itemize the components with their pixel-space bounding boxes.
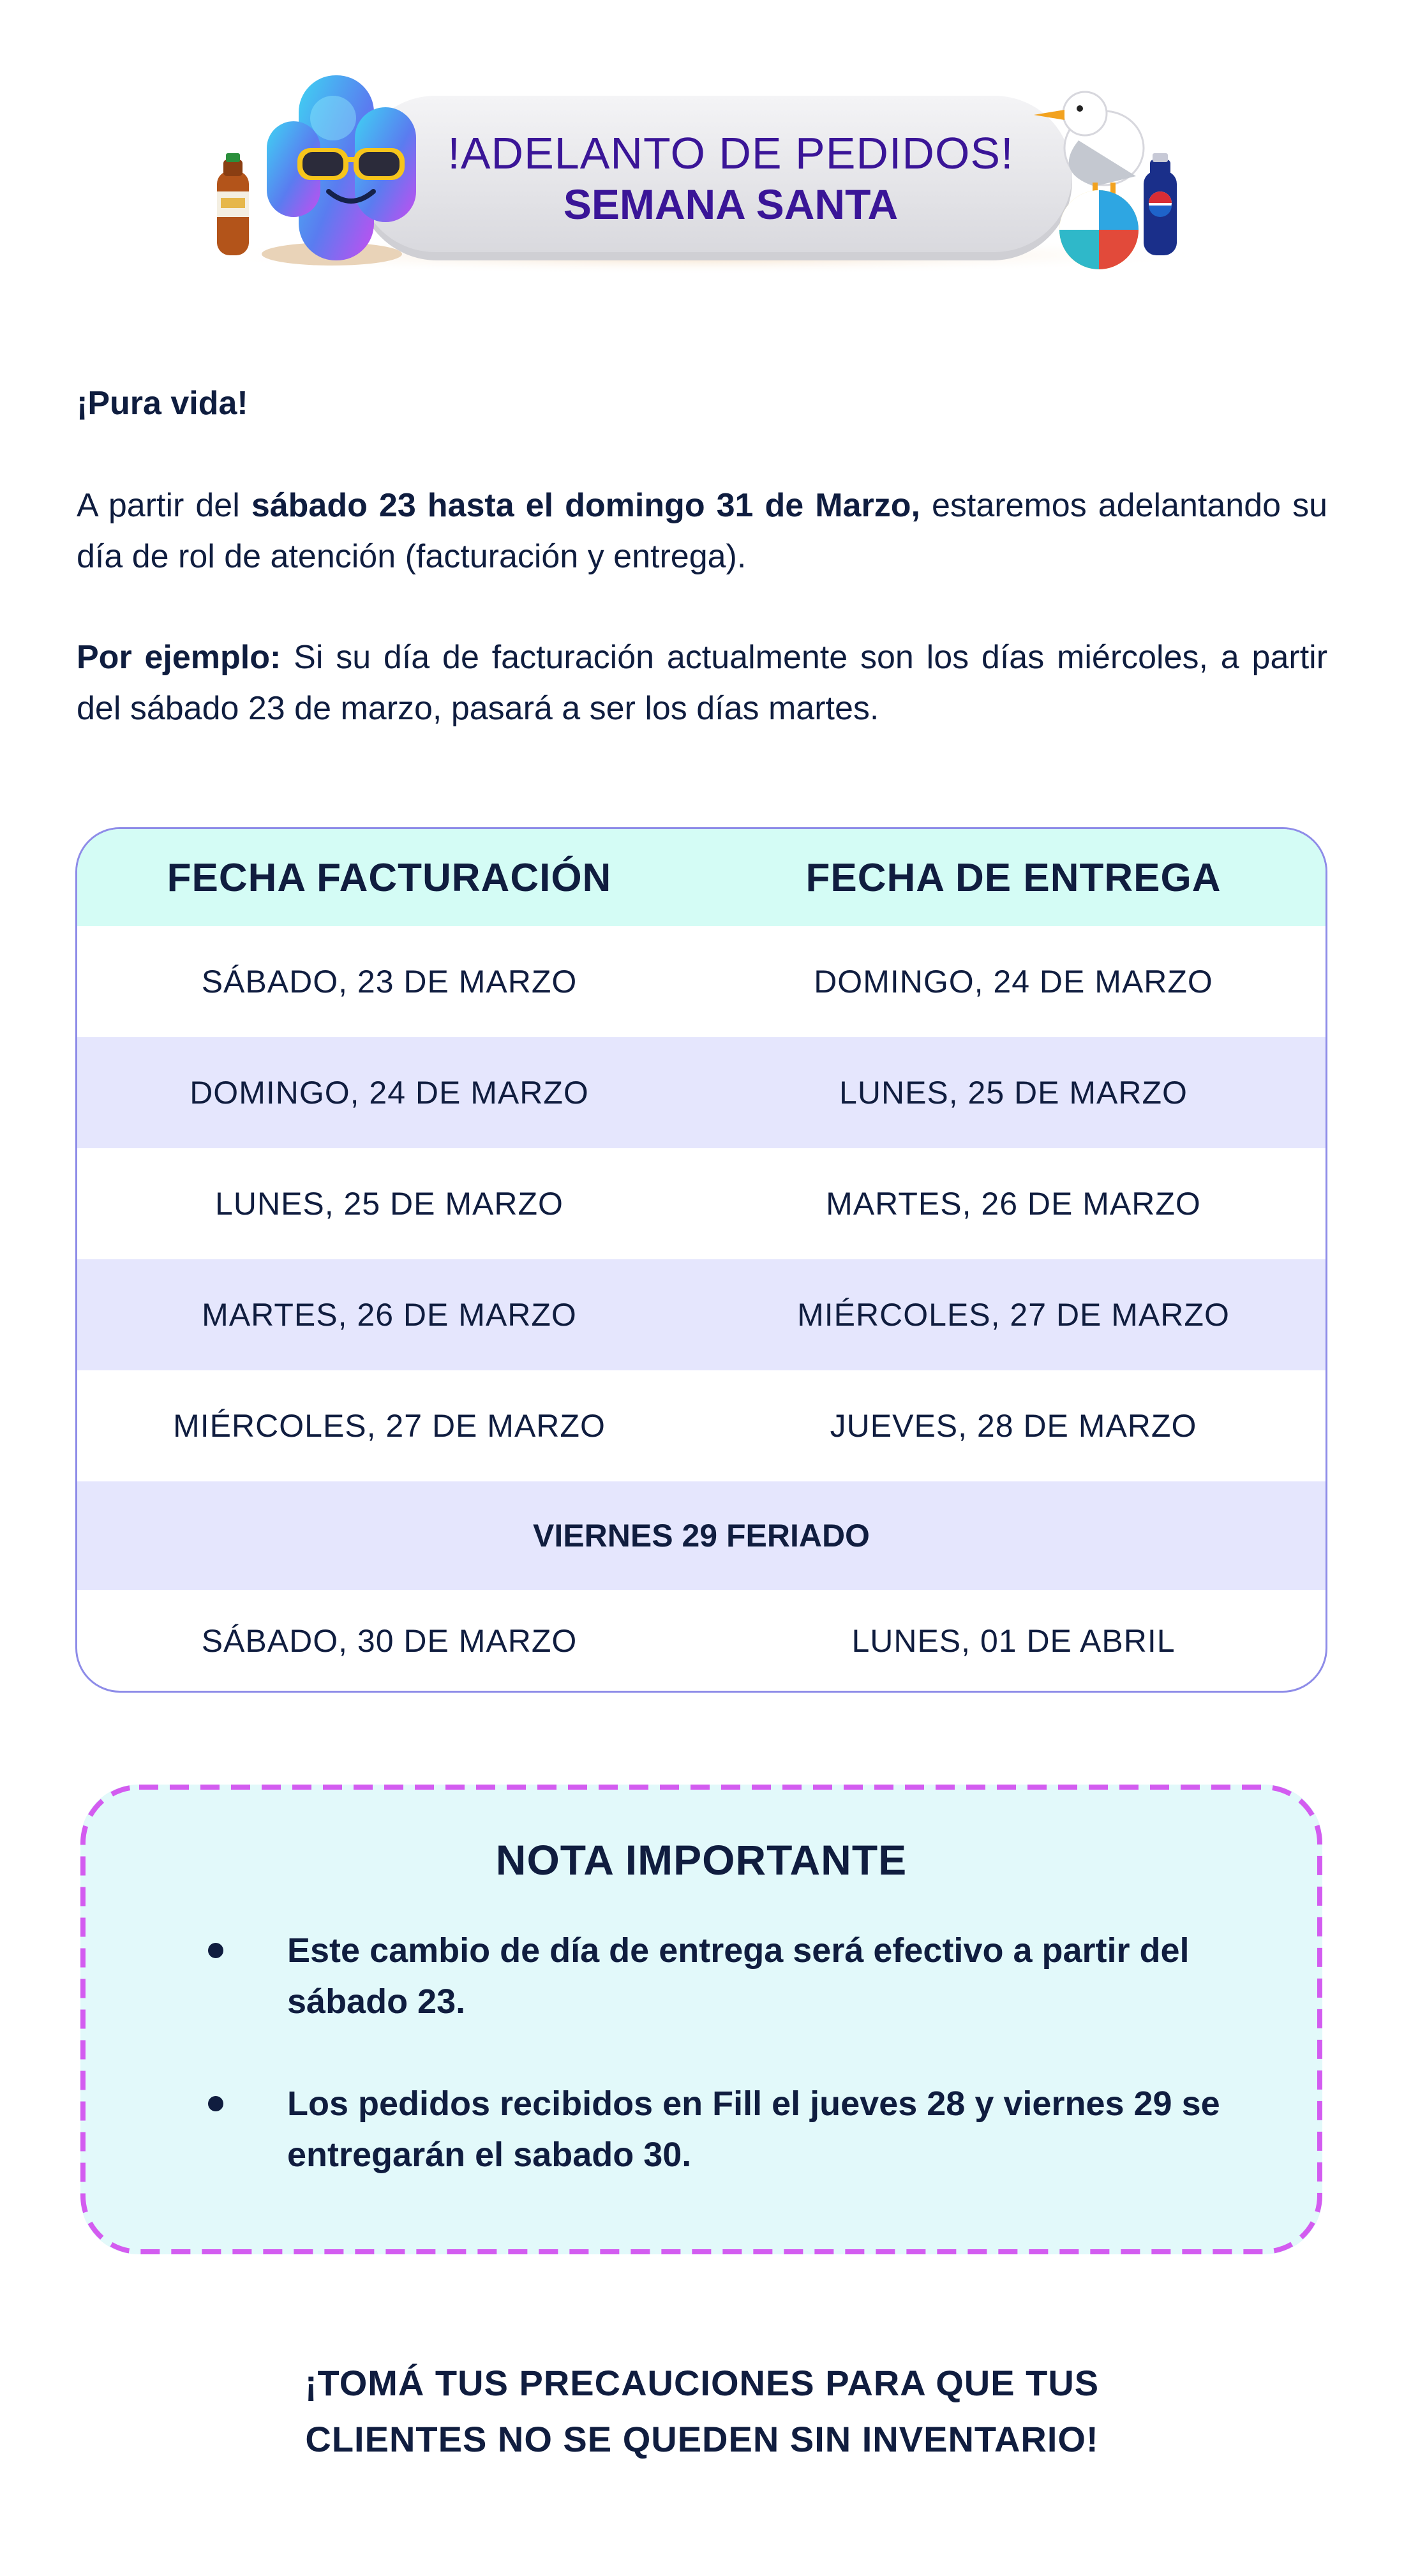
intro-p2-post: Si su día de facturación actualmente son los días miércoles, a partir del sábado 23 de marzo, pasará a ser los días martes. — [77, 639, 1328, 727]
table-row — [77, 1370, 1326, 1481]
footer-callout — [128, 2355, 1276, 2467]
billing-date-cell: LUNES, 25 DE MARZO — [215, 1186, 564, 1222]
table-row — [77, 1590, 1326, 1692]
bullet-icon — [208, 2096, 223, 2111]
footer-line2: CLIENTES NO SE QUEDEN SIN INVENTARIO! — [305, 2419, 1099, 2459]
banner-title — [408, 128, 1053, 230]
table-row — [77, 1037, 1326, 1148]
intro-p1-pre: A partir del — [77, 487, 251, 524]
table-row — [77, 1148, 1326, 1259]
header-banner — [0, 0, 1404, 294]
header-billing-date: FECHA FACTURACIÓN — [167, 855, 612, 900]
note-item-text: Este cambio de día de entrega será efectivo a partir del sábado 23. — [287, 1931, 1190, 2021]
billing-date-cell: MIÉRCOLES, 27 DE MARZO — [173, 1408, 606, 1444]
delivery-date-cell: LUNES, 25 DE MARZO — [839, 1075, 1188, 1111]
intro-p1-bold: sábado 23 hasta el domingo 31 de Marzo, — [251, 487, 920, 524]
header-delivery-date: FECHA DE ENTREGA — [805, 855, 1221, 900]
table-row-holiday — [77, 1481, 1326, 1590]
table-header-row — [77, 829, 1326, 926]
note-list — [208, 1925, 1293, 2231]
table-row — [77, 1259, 1326, 1370]
intro-paragraph-dates — [77, 480, 1327, 582]
schedule-table — [75, 827, 1327, 1693]
note-title: NOTA IMPORTANTE — [495, 1836, 907, 1883]
beach-ball-icon — [1059, 190, 1139, 269]
delivery-date-cell: DOMINGO, 24 DE MARZO — [814, 964, 1213, 1000]
delivery-date-cell: MARTES, 26 DE MARZO — [826, 1186, 1201, 1222]
intro-p2-bold: Por ejemplo: — [77, 639, 281, 676]
banner-title-line2: SEMANA SANTA — [563, 181, 899, 228]
greeting: ¡Pura vida! — [77, 385, 248, 422]
list-item — [208, 1925, 1293, 2027]
banner-title-line1: !ADELANTO DE PEDIDOS! — [447, 128, 1014, 178]
delivery-date-cell: MIÉRCOLES, 27 DE MARZO — [797, 1297, 1230, 1333]
holiday-cell: VIERNES 29 FERIADO — [533, 1518, 870, 1554]
billing-date-cell: SÁBADO, 30 DE MARZO — [201, 1623, 578, 1659]
table-row — [77, 926, 1326, 1037]
delivery-date-cell: JUEVES, 28 DE MARZO — [830, 1408, 1197, 1444]
billing-date-cell: DOMINGO, 24 DE MARZO — [190, 1075, 589, 1111]
note-item-text: Los pedidos recibidos en Fill el jueves 28 y viernes 29 se entregarán el sabado 30. — [287, 2085, 1220, 2174]
footer-line1: ¡TOMÁ TUS PRECAUCIONES PARA QUE TUS — [304, 2363, 1100, 2403]
billing-date-cell: MARTES, 26 DE MARZO — [202, 1297, 577, 1333]
delivery-date-cell: LUNES, 01 DE ABRIL — [851, 1623, 1176, 1659]
list-item — [208, 2078, 1293, 2180]
soda-bottle-icon — [217, 153, 249, 255]
intro-paragraph-example — [77, 632, 1327, 734]
pepsi-bottle-icon — [1144, 153, 1177, 255]
bullet-icon — [208, 1943, 223, 1958]
important-note-box — [80, 1785, 1322, 2254]
billing-date-cell: SÁBADO, 23 DE MARZO — [201, 964, 578, 1000]
intro-p1-post: estaremos adelantando su día de rol de atención (facturación y entrega). — [77, 487, 1327, 575]
